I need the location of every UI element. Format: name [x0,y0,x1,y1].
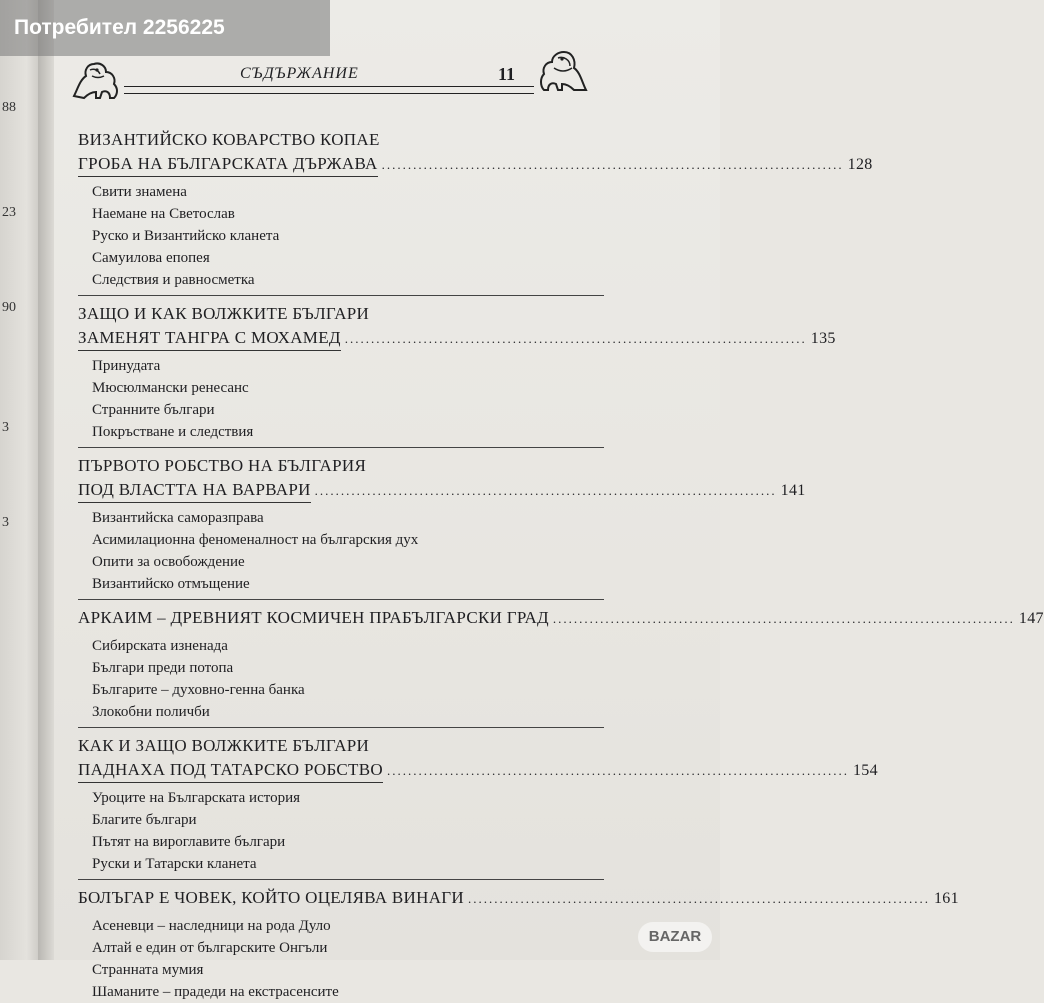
chapter-divider [78,295,604,296]
chapter-page-number: 135 [810,330,836,347]
subsection-item: Злокобни поличби [92,704,210,720]
subsection-item: Самуилова епопея [92,250,210,266]
subsection-item: Следствия и равносметка [92,272,255,288]
subsection-item: Благите българи [92,812,197,828]
subsection-item: Мюсюлмански ренесанс [92,380,249,396]
subsection-item: Българите – духовно-генна банка [92,682,305,698]
subsection-item: Руско и Византийско кланета [92,228,280,244]
subsection-item: Свити знамена [92,184,187,200]
subsection-list [78,787,604,875]
chapter-page-number: 128 [847,156,873,173]
chapter-page-number: 141 [780,482,806,499]
chapter-divider [78,727,604,728]
chapter-page-number: 154 [852,762,878,779]
subsection-item: Шаманите – прадеди на екстрасенсите [92,984,339,1000]
subsection-item: Византийска саморазправа [92,510,264,526]
left-page-number: 3 [2,515,9,530]
chapter-entry-row [78,152,873,177]
left-page-number: 88 [2,100,16,115]
subsection-item: Наемане на Светослав [92,206,235,222]
left-page-number: 23 [2,205,16,220]
left-page-number: 3 [2,420,9,435]
header-rule [124,86,534,87]
subsection-list [78,355,604,443]
chapter-title-line: ВИЗАНТИЙСКО КОВАРСТВО КОПАЕ [78,130,380,149]
chapter-divider [78,599,604,600]
chapter-entry-row [78,606,1044,631]
subsection-item: Принудата [92,358,161,374]
chapter-page-number: 147 [1018,610,1044,627]
subsection-item: Асеневци – наследници на рода Дуло [92,918,331,934]
chapter-entry-row [78,758,878,783]
chapter-title-line: ЗАЩО И КАК ВОЛЖКИТЕ БЪЛГАРИ [78,304,370,323]
header-rule [124,93,534,94]
left-page-number: 90 [2,300,16,315]
leader-dots: ........................................................................................ [381,157,844,172]
lion-emblem-right-icon [536,46,590,96]
chapter-divider [78,447,604,448]
toc-chapter [78,606,1044,723]
subsection-list [78,635,604,723]
subsection-item: Покръстване и следствия [92,424,254,440]
subsection-list [78,507,604,595]
chapter-title-line: БОЛЪГАР Е ЧОВЕК, КОЙТО ОЦЕЛЯВА ВИНАГИ [78,888,464,907]
left-page-edge [0,0,39,960]
chapter-page-number: 161 [934,890,959,907]
book-gutter [38,0,54,960]
header-title: СЪДЪРЖАНИЕ [240,65,359,82]
chapter-title-line: ПАДНАХА ПОД ТАТАРСКО РОБСТВО [78,758,383,783]
lion-emblem-left-icon [70,58,122,102]
leader-dots: ........................................................................................ [314,483,777,498]
header-page-number: 11 [498,64,516,84]
subsection-item: Сибирската изненада [92,638,228,654]
subsection-item: Пътят на вироглавите българи [92,834,286,850]
leader-dots: ........................................................................................ [344,331,807,346]
leader-dots: ........................................................................................ [386,763,849,778]
subsection-item: Опити за освобождение [92,554,245,570]
toc-chapter [78,734,878,875]
subsection-list [78,915,604,1003]
chapter-entry-row [78,886,959,911]
chapter-title-line: ГРОБА НА БЪЛГАРСКАТА ДЪРЖАВА [78,152,378,177]
running-header [70,62,590,116]
subsection-item: Алтай е един от българските Онгъли [92,940,328,956]
subsection-list [78,181,604,291]
chapter-title-line: ПОД ВЛАСТТА НА ВАРВАРИ [78,478,311,503]
watermark-badge: BAZAR [638,922,712,952]
toc-chapter [78,128,873,291]
chapter-entry-row [78,326,836,351]
toc-chapter [78,302,836,443]
subsection-item: Странната мумия [92,962,204,978]
subsection-item: Българи преди потопа [92,660,234,676]
subsection-item: Уроците на Българската история [92,790,301,806]
chapter-title-line: АРКАИМ – ДРЕВНИЯТ КОСМИЧЕН ПРАБЪЛГАРСКИ ГРАД [78,608,549,627]
subsection-item: Странните българи [92,402,215,418]
leader-dots: ........................................................................................ [468,891,930,906]
chapter-title-line: ЗАМЕНЯТ ТАНГРА С МОХАМЕД [78,326,341,351]
chapter-title-line: КАК И ЗАЩО ВОЛЖКИТЕ БЪЛГАРИ [78,736,370,755]
chapter-divider [78,879,604,880]
subsection-item: Руски и Татарски кланета [92,856,257,872]
watermark-banner: Потребител 2256225 [0,0,330,56]
subsection-item: Византийско отмъщение [92,576,250,592]
chapter-entry-row [78,478,806,503]
subsection-item: Асимилационна феноменалност на българския дух [92,532,419,548]
chapter-title-line: ПЪРВОТО РОБСТВО НА БЪЛГАРИЯ [78,456,367,475]
toc-chapter [78,454,806,595]
leader-dots: ........................................................................................ [552,611,1015,626]
